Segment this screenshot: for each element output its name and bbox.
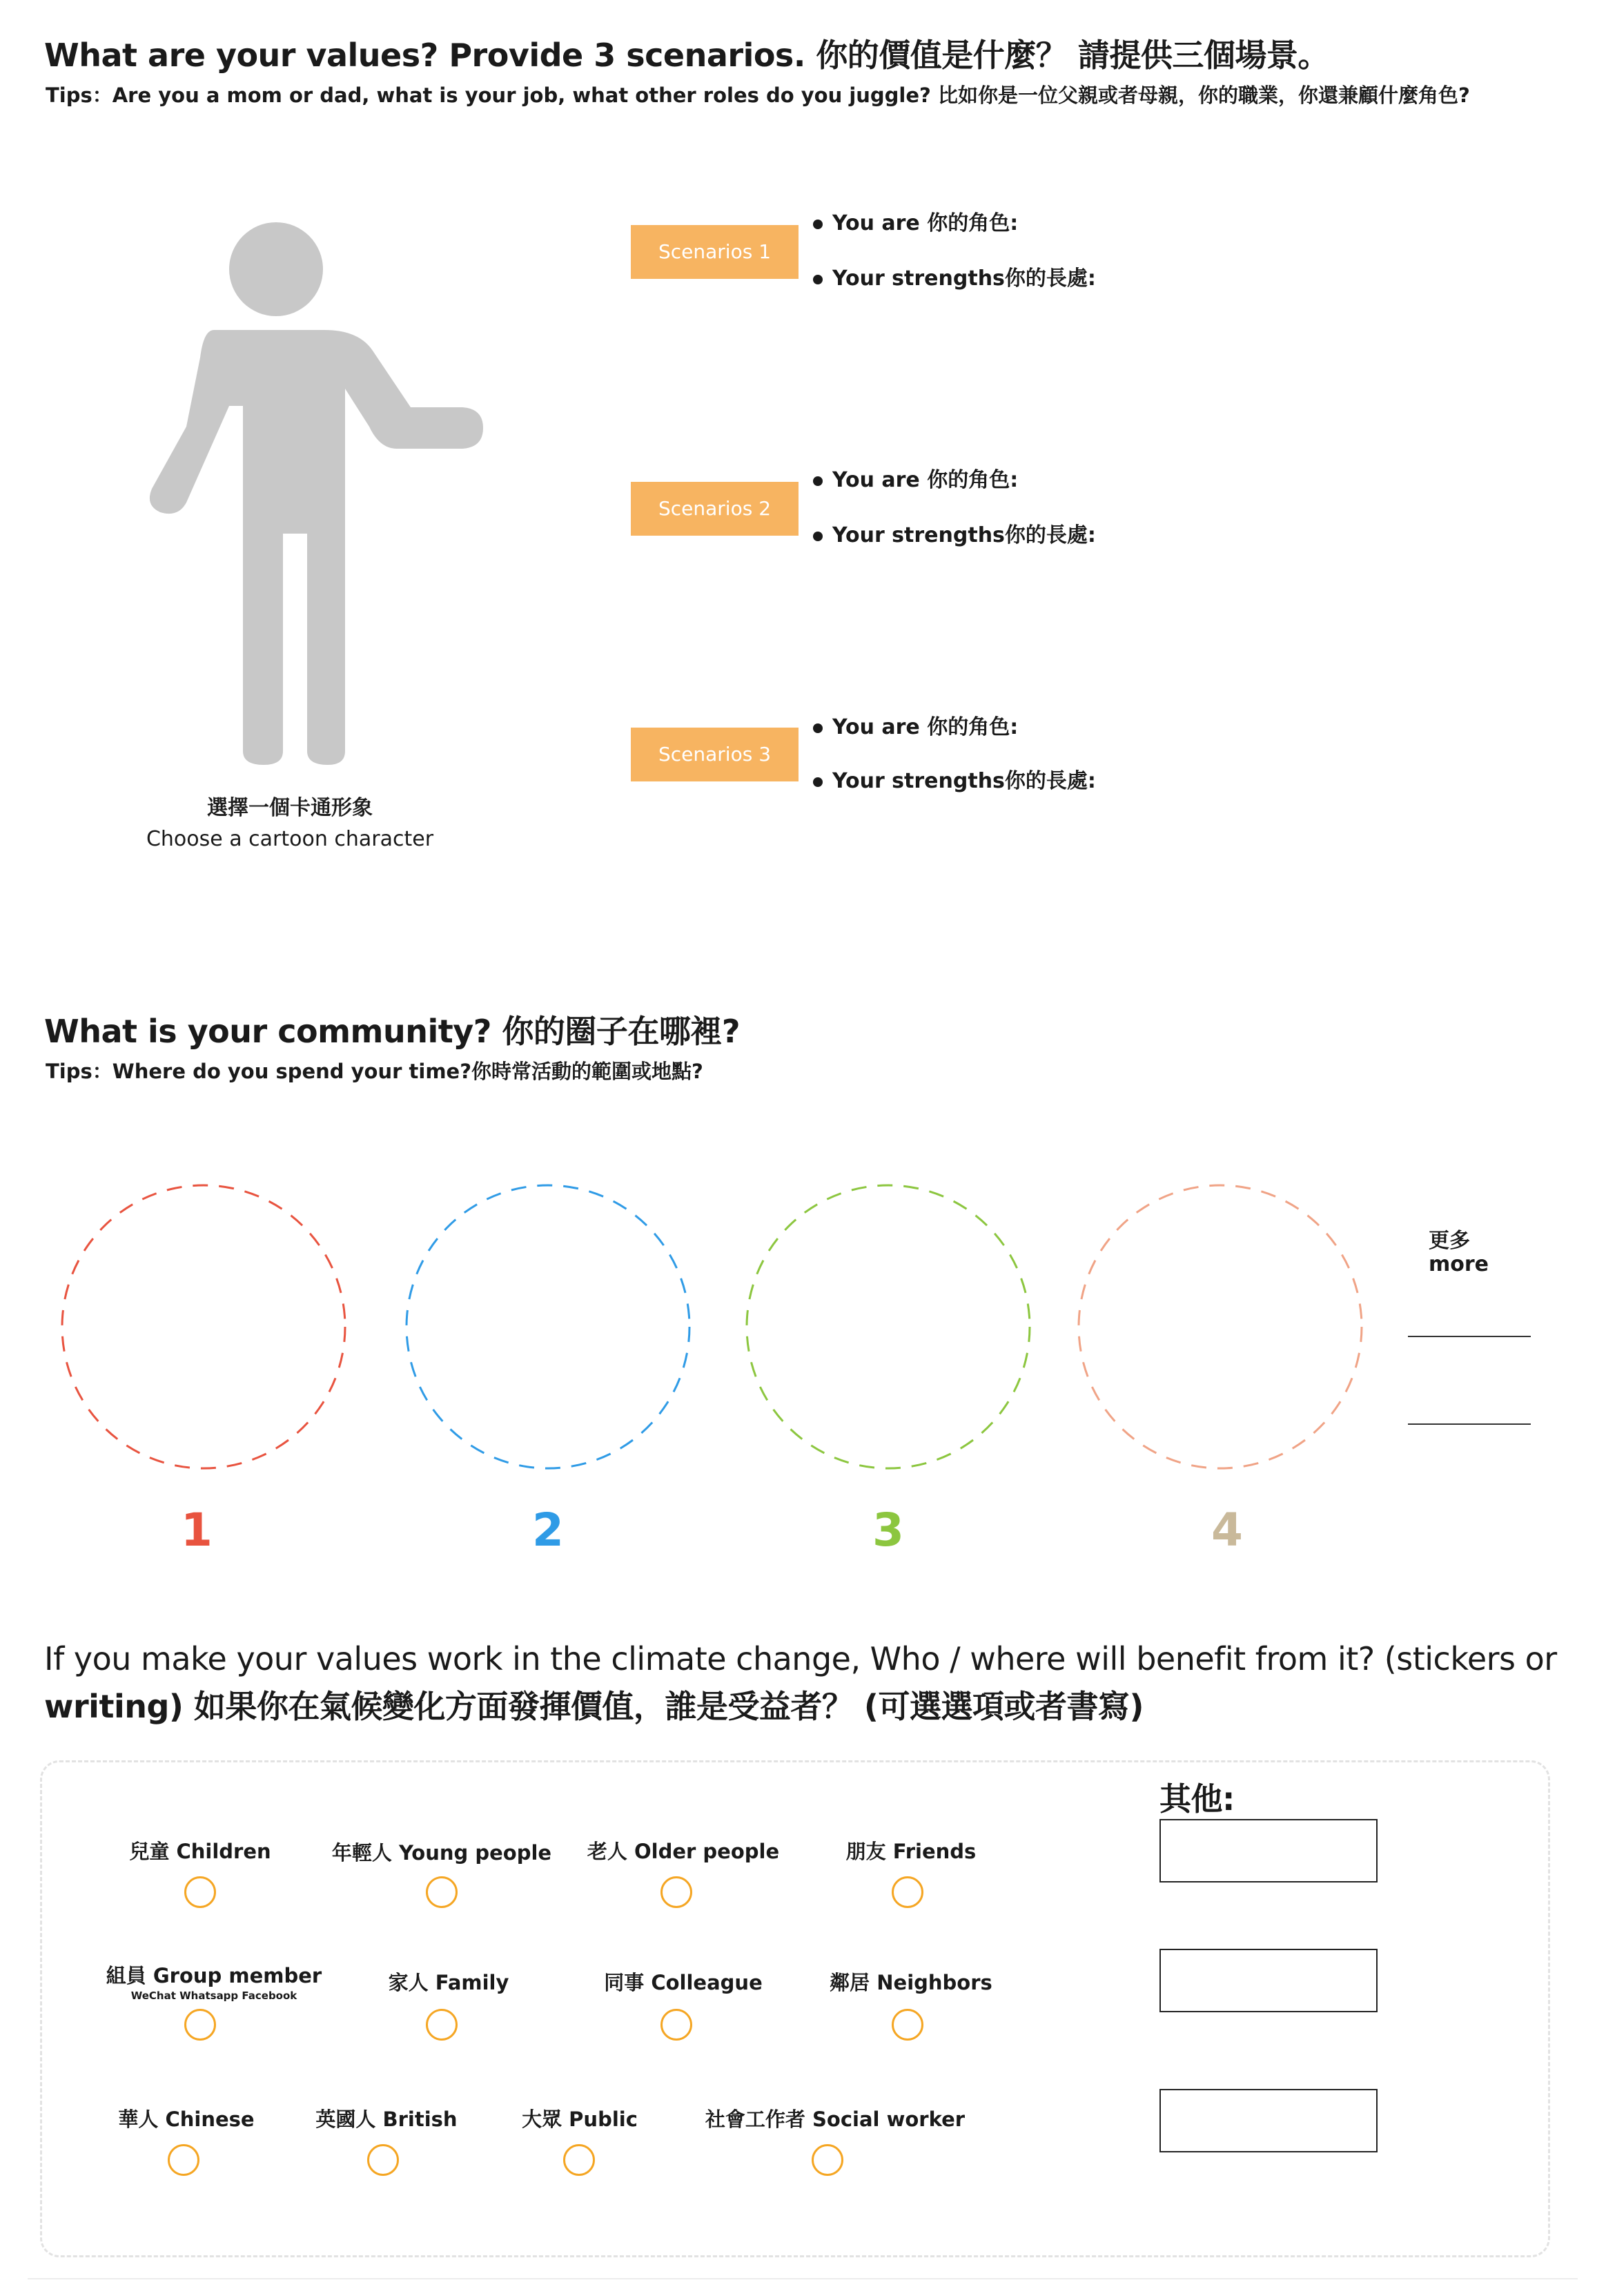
scenario-3-button[interactable]: Scenarios 3: [631, 728, 799, 781]
option-chinese-radio[interactable]: [168, 2144, 199, 2176]
circle-number-3: 3: [872, 1504, 904, 1557]
bullet-dot: [813, 777, 823, 787]
option-social-worker-label: 社會工作者 Social worker: [705, 2108, 966, 2131]
option-british-radio[interactable]: [367, 2144, 399, 2176]
other-input-3[interactable]: [1159, 2089, 1378, 2152]
scenario-1-button[interactable]: Scenarios 1: [631, 225, 799, 279]
community-circle-3: [747, 1185, 1030, 1468]
bullet-dot: [813, 723, 823, 733]
option-family-label: 家人 Family: [388, 1971, 509, 1994]
option-friends-radio[interactable]: [892, 1876, 923, 1908]
other-input-2[interactable]: [1159, 1949, 1378, 2012]
option-friends-label: 朋友 Friends: [845, 1840, 977, 1863]
bullet-dot: [813, 476, 823, 486]
circle-number-2: 2: [532, 1504, 564, 1557]
bullet-dot: [813, 275, 823, 284]
option-neighbors-label: 鄰居 Neighbors: [830, 1971, 992, 1994]
figure-body: [150, 330, 483, 765]
scenario-2-strengths: Your strengths你的長處:: [813, 518, 1096, 548]
option-colleague-label: 同事 Colleague: [604, 1971, 763, 1994]
more-write-line-1[interactable]: [1408, 1336, 1531, 1337]
bullet-dot: [813, 220, 823, 229]
bullet-dot: [813, 532, 823, 541]
benefit-title-line-1: If you make your values work in the climate change, Who / where will benefit from it? (stickers or: [44, 1640, 1557, 1677]
community-circle-1: [62, 1185, 345, 1468]
page-bottom-divider: [28, 2278, 1578, 2279]
community-circles: [0, 1174, 1606, 1484]
scenario-3-strengths: Your strengths你的長處:: [813, 763, 1096, 794]
option-public-radio[interactable]: [563, 2144, 595, 2176]
option-chinese-label: 華人 Chinese: [118, 2108, 255, 2131]
character-caption-zh: 選擇一個卡通形象: [207, 796, 373, 820]
figure-head: [229, 222, 323, 316]
other-label: 其他:: [1159, 1780, 1235, 1818]
scenario-2-button[interactable]: Scenarios 2: [631, 482, 799, 536]
scenario-1-strengths: Your strengths你的長處:: [813, 261, 1096, 291]
more-write-line-2[interactable]: [1408, 1423, 1531, 1425]
option-british-label: 英國人 British: [315, 2108, 458, 2131]
option-group-member-label: 組員 Group member: [106, 1964, 322, 1987]
more-label-en: more: [1429, 1252, 1489, 1276]
scenario-1-role: You are 你的角色:: [813, 206, 1018, 236]
circle-number-1: 1: [181, 1504, 213, 1557]
option-public-label: 大眾 Public: [522, 2108, 638, 2131]
other-input-1[interactable]: [1159, 1819, 1378, 1882]
character-caption-en: Choose a cartoon character: [146, 827, 434, 851]
option-social-worker-radio[interactable]: [812, 2144, 843, 2176]
values-title: What are your values? Provide 3 scenarios. 你的價值是什麼？ 請提供三個場景。: [44, 37, 1329, 74]
option-children-radio[interactable]: [184, 1876, 216, 1908]
community-circle-4: [1079, 1185, 1362, 1468]
option-colleague-radio[interactable]: [660, 2009, 692, 2041]
scenario-3-role: You are 你的角色:: [813, 710, 1018, 740]
option-children-label: 兒童 Children: [129, 1840, 271, 1863]
circle-number-4: 4: [1211, 1504, 1243, 1557]
values-tip: Tips：Are you a mom or dad, what is your job, what other roles do you juggle? 比如你是一位父親或者母親，你的職業，你還兼顧什麼角色?: [46, 84, 1470, 107]
community-title: What is your community? 你的圈子在哪裡?: [44, 1013, 741, 1050]
option-family-radio[interactable]: [426, 2009, 458, 2041]
benefit-title-line-2: writing) 如果你在氣候變化方面發揮價值，誰是受益者？ (可選選項或者書寫): [44, 1688, 1144, 1725]
cartoon-character-figure[interactable]: [124, 220, 497, 765]
option-older-people-label: 老人 Older people: [587, 1840, 780, 1863]
option-neighbors-radio[interactable]: [892, 2009, 923, 2041]
community-circle-2: [407, 1185, 689, 1468]
more-label-zh: 更多: [1429, 1229, 1470, 1253]
option-group-member-sub: WeChat Whatsapp Facebook: [130, 1989, 297, 2002]
option-young-people-label: 年輕人 Young people: [331, 1841, 552, 1865]
option-young-people-radio[interactable]: [426, 1876, 458, 1908]
option-older-people-radio[interactable]: [660, 1876, 692, 1908]
option-group-member-radio[interactable]: [184, 2009, 216, 2041]
community-tip: Tips：Where do you spend your time?你時常活動的範圍或地點?: [46, 1060, 703, 1083]
scenario-2-role: You are 你的角色:: [813, 463, 1018, 493]
